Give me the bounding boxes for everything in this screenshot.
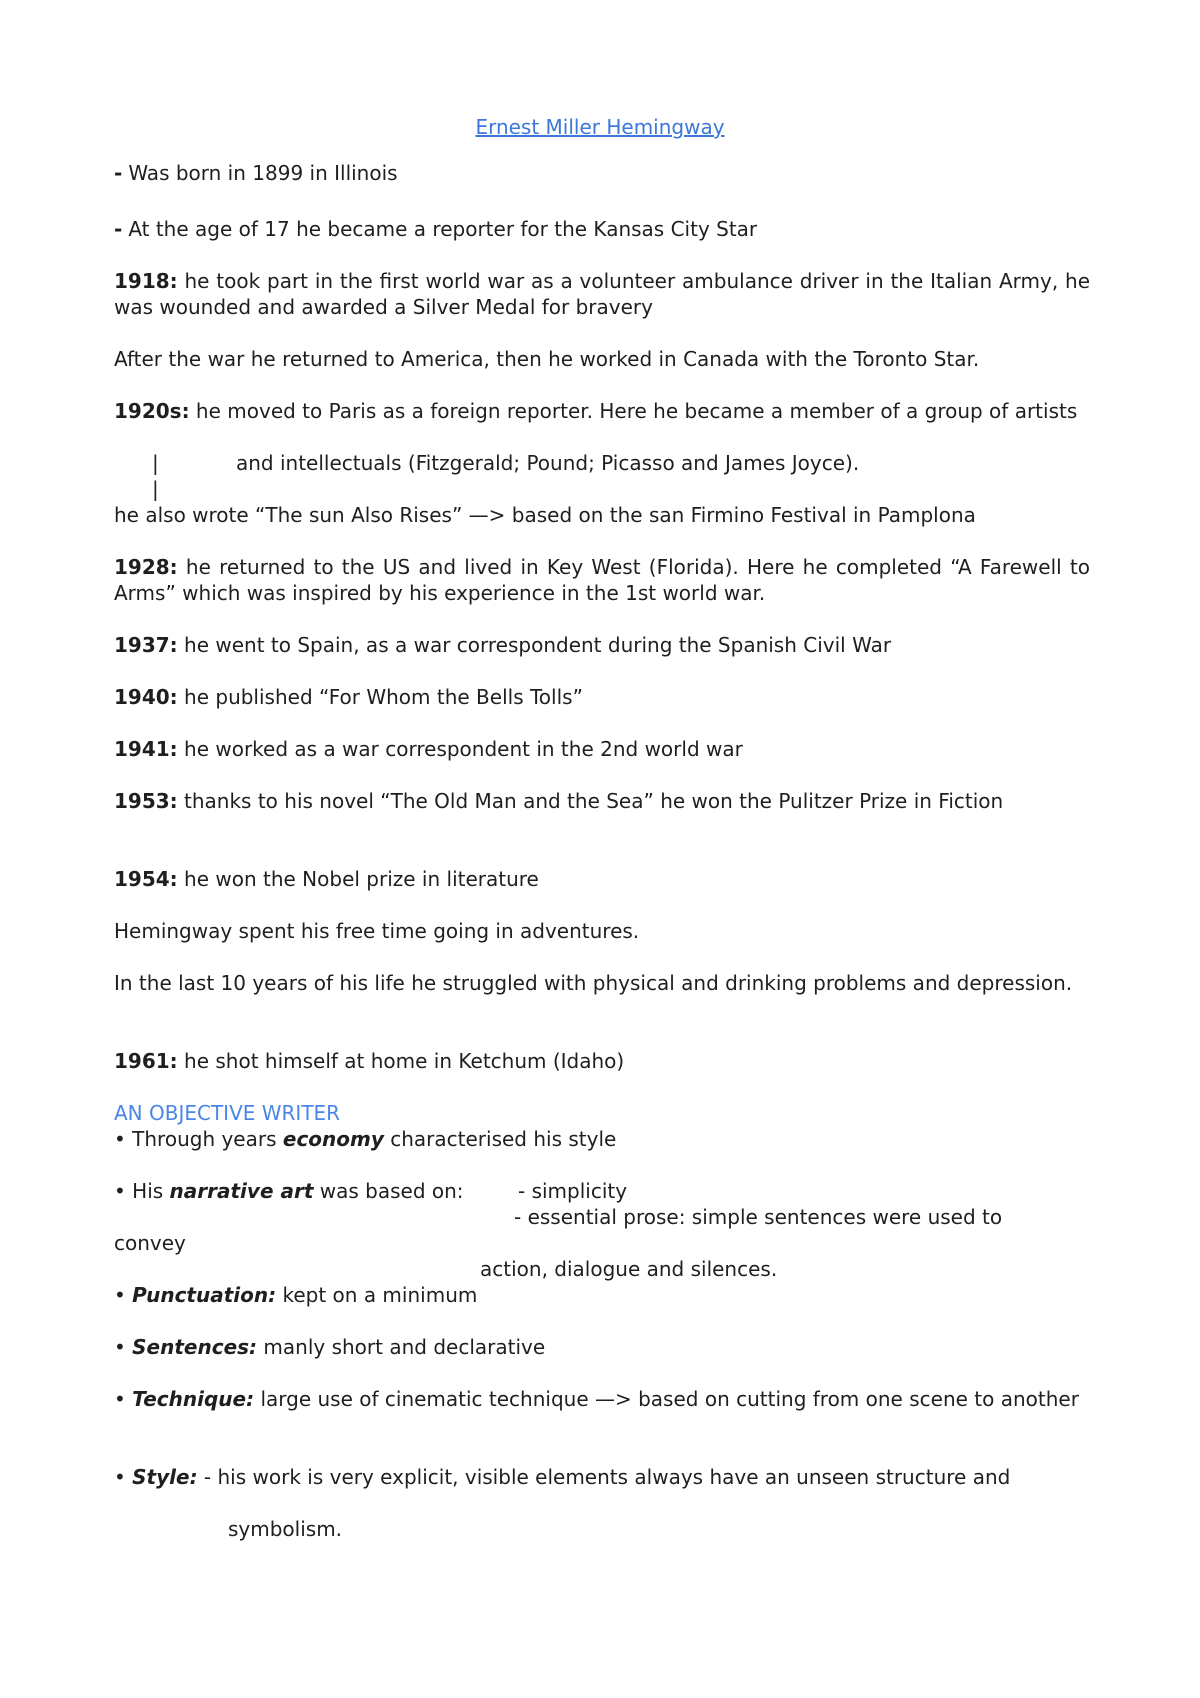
bullet-style-cont: symbolism. (228, 1517, 343, 1541)
bullet-punctuation: • Punctuation: kept on a minimum (114, 1283, 478, 1307)
narrative-sub-prose-cont2: action, dialogue and silences. (480, 1257, 778, 1281)
narrative-sub-prose: - essential prose: simple sentences were used to (514, 1205, 1003, 1229)
bullet-narrative-art: • His narrative art was based on: (114, 1179, 464, 1203)
dash-bullet: - (114, 217, 123, 241)
paragraph-last-years: In the last 10 years of his life he struggled with physical and drinking problems and depression. (114, 971, 1073, 995)
paragraph-free-time: Hemingway spent his free time going in adventures. (114, 919, 640, 943)
bullet-sentences: • Sentences: manly short and declarative (114, 1335, 546, 1359)
entry-1953: 1953: thanks to his novel “The Old Man and the Sea” he won the Pulitzer Prize in Fiction (114, 789, 1004, 813)
entry-1920s: 1920s: he moved to Paris as a foreign reporter. Here he became a member of a group of artists (114, 399, 1078, 423)
entry-1937: 1937: he went to Spain, as a war correspondent during the Spanish Civil War (114, 633, 892, 657)
entry-1918: 1918: he took part in the first world war as a volunteer ambulance driver in the Italian Army, he was wounded and awarded a Silver Medal for bravery (114, 269, 1090, 319)
entry-1920s-line2: and intellectuals (Fitzgerald; Pound; Picasso and James Joyce). (236, 451, 860, 475)
page-title[interactable]: Ernest Miller Hemingway (475, 115, 725, 139)
entry-1961: 1961: he shot himself at home in Ketchum (Idaho) (114, 1049, 625, 1073)
entry-1928: 1928: he returned to the US and lived in Key West (Florida). Here he completed “A Farewell to Arms” which was inspired by his experience in the 1st world war. (114, 555, 1090, 605)
bullet-economy: • Through years economy characterised his style (114, 1127, 617, 1151)
entry-1920s-line3: he also wrote “The sun Also Rises” —> based on the san Firmino Festival in Pamplona (114, 503, 976, 527)
bullet-style: • Style: - his work is very explicit, visible elements always have an unseen structure and (114, 1465, 1011, 1489)
list-item: - At the age of 17 he became a reporter for the Kansas City Star (114, 217, 758, 241)
entry-1940: 1940: he published “For Whom the Bells Tolls” (114, 685, 583, 709)
narrative-sub-simplicity: - simplicity (518, 1179, 628, 1203)
entry-1954: 1954: he won the Nobel prize in literature (114, 867, 539, 891)
entry-1941: 1941: he worked as a war correspondent in the 2nd world war (114, 737, 743, 761)
narrative-sub-prose-cont: convey (114, 1231, 186, 1255)
paragraph-after-war: After the war he returned to America, then he worked in Canada with the Toronto Star. (114, 347, 980, 371)
bullet-technique: • Technique: large use of cinematic technique —> based on cutting from one scene to another (114, 1387, 1079, 1411)
section-heading: AN OBJECTIVE WRITER (114, 1101, 341, 1125)
divider-bar: | (152, 477, 159, 501)
list-item: - Was born in 1899 in Illinois (114, 161, 398, 185)
dash-bullet: - (114, 161, 123, 185)
divider-bar: | (152, 451, 159, 475)
